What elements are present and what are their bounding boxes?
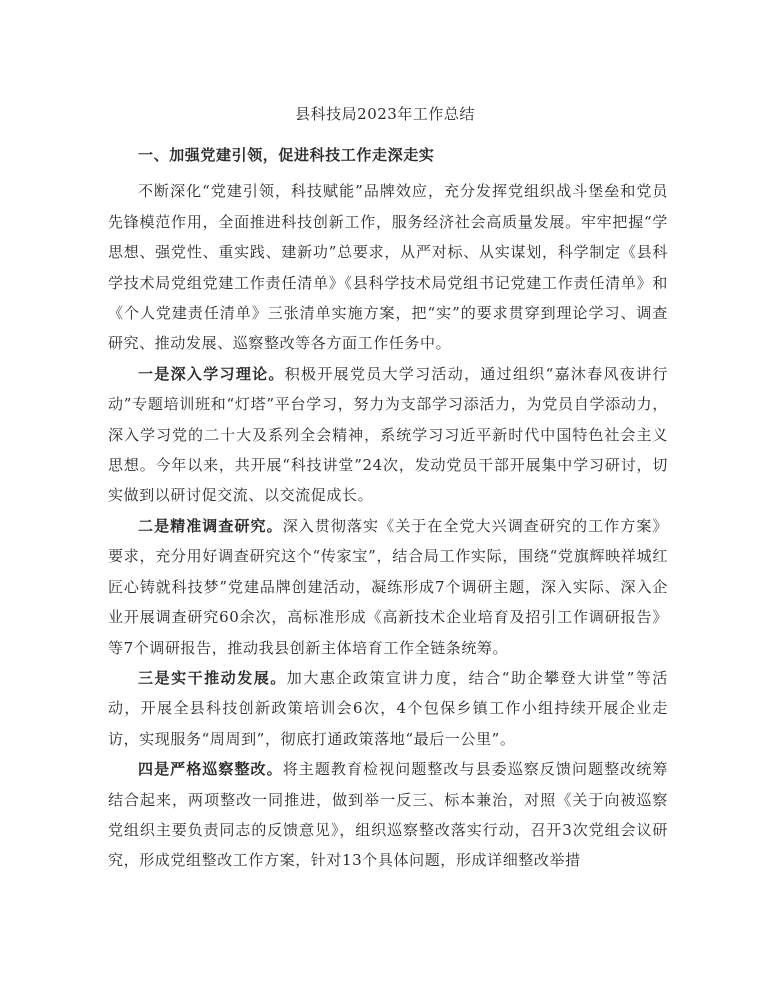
paragraph-development: [108, 663, 668, 754]
paragraph-text: 不断深化“党建引领，科技赋能”品牌效应，充分发挥党组织战斗堡垒和党员先锋模范作用，全面推进科技创新工作，服务经济社会高质量发展。牢牢把握“学思想、强党性、重实践、建新功”总要求，从严对标、从实谋划，科学制定《县科学技术局党组党建工作责任清单》《县科学技术局党组书记党建工作责任清单》和《个人党建责任清单》三张清单实施方案，把“实”的要求贯穿到理论学习、调查研究、推动发展、巡察整改等各方面工作任务中。: [108, 182, 668, 353]
paragraph-lead: 四是严格巡察整改。: [138, 760, 283, 779]
paragraph-text: 积极开展党员大学习活动，通过组织“嘉沐春风夜讲行动”专题培训班和“灯塔”平台学习，努力为支部学习添活力，为党员自学添动力，深入学习党的二十大及系列全会精神，系统学习习近平新时代中国特色社会主义思想。今年以来，共开展“科技讲堂”24次，发动党员干部开展集中学习研讨，切实做到以研讨促交流、以交流促成长。: [108, 364, 668, 505]
paragraph-lead: 三是实干推动发展。: [138, 668, 287, 687]
paragraph-study-theory: [108, 359, 668, 511]
paragraph-inspection: [108, 754, 668, 876]
document-body: [108, 140, 668, 876]
paragraph-text: 深入贯彻落实《关于在全党大兴调查研究的工作方案》要求，充分用好调查研究这个“传家宝”，结合局工作实际，围绕“党旗辉映祥城红匠心铸就科技梦”党建品牌创建活动，凝练形成7个调研主题，深入实际、深入企业开展调查研究60余次，高标准形成《高新技术企业培育及招引工作调研报告》等7个调研报告，推动我县创新主体培育工作全链条统筹。: [108, 516, 669, 657]
paragraph-lead: 一是深入学习理论。: [138, 364, 285, 383]
paragraph-text: 将主题教育检视问题整改与县委巡察反馈问题整改统筹结合起来，两项整改一同推进，做到举一反三、标本兼治，对照《关于向被巡察党组织主要负责同志的反馈意见》，组织巡察整改落实行动，召开3次党组会议研究，形成党组整改工作方案，针对13个具体问题，形成详细整改举措: [108, 760, 669, 870]
paragraph-intro: [108, 176, 668, 358]
paragraph-research: [108, 511, 668, 663]
paragraph-text: 加大惠企政策宣讲力度，结合“助企攀登大讲堂”等活动，开展全县科技创新政策培训会6次，4个包保乡镇工作小组持续开展企业走访，实现服务“周周到”，彻底打通政策落地“最后一公里”。: [108, 668, 668, 748]
paragraph-lead: 二是精准调查研究。: [138, 516, 283, 535]
document-title: 县科技局2023年工作总结: [295, 105, 475, 123]
section-heading: 一、加强党建引领，促进科技工作走深走实: [138, 146, 435, 164]
